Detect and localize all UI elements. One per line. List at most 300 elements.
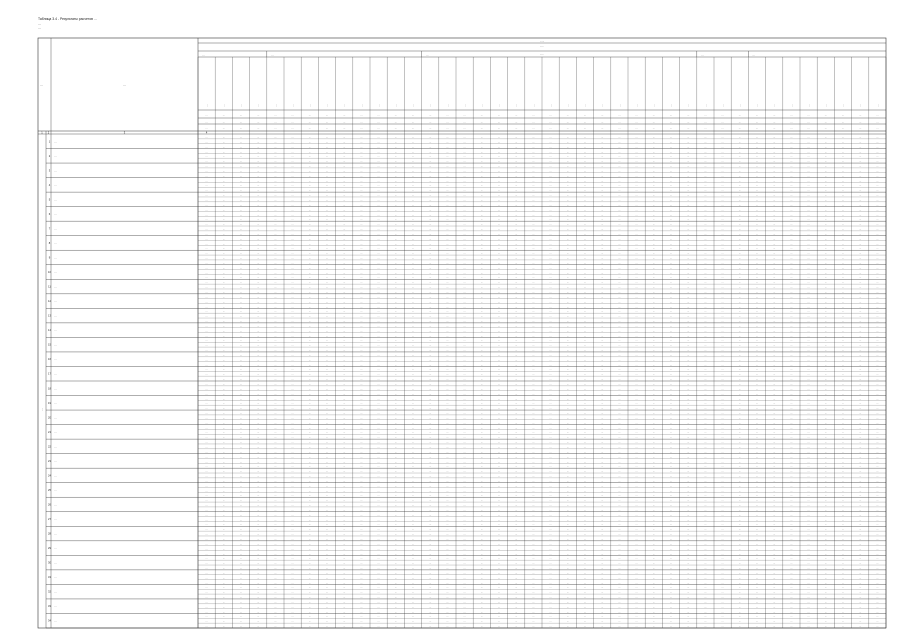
column-value-label: … [463, 127, 466, 130]
column-value-label: … [824, 120, 827, 124]
table-cell: … [652, 233, 655, 236]
table-cell: … [859, 272, 862, 275]
table-cell: … [429, 577, 432, 580]
table-cell: … [360, 209, 363, 212]
table-cell: … [497, 417, 501, 420]
table-cell: … [824, 432, 827, 435]
table-cell: … [790, 190, 793, 193]
table-cell: … [222, 611, 225, 614]
table-cell: … [652, 170, 655, 173]
table-cell: … [566, 141, 569, 144]
table-cell: … [755, 349, 759, 352]
table-cell: … [429, 301, 432, 304]
table-cell: … [291, 315, 294, 318]
table-cell: … [411, 311, 415, 314]
table-cell: … [549, 219, 552, 222]
table-cell: … [446, 160, 449, 163]
table-cell: … [824, 262, 827, 265]
table-cell: … [480, 349, 483, 352]
table-cell: … [790, 495, 793, 498]
table-cell: … [583, 485, 587, 488]
table-cell: … [480, 616, 483, 619]
table-cell: … [790, 320, 793, 323]
table-cell: … [876, 325, 879, 328]
table-cell: … [239, 466, 243, 469]
table-cell: … [239, 330, 243, 333]
table-cell: … [291, 480, 294, 483]
table-cell: … [257, 199, 260, 202]
table-cell: … [360, 625, 363, 628]
table-cell: … [377, 277, 380, 280]
table-cell: … [515, 562, 518, 565]
table-cell: … [738, 441, 741, 444]
table-cell: … [773, 277, 776, 280]
table-cell: … [308, 485, 311, 488]
table-cell: … [755, 253, 759, 256]
table-cell: … [790, 175, 793, 178]
table-cell: … [429, 529, 432, 532]
table-cell: … [755, 282, 759, 285]
table-cell: … [274, 538, 277, 541]
table-cell: … [411, 543, 415, 546]
table-cell: … [566, 238, 569, 241]
table-cell: … [704, 509, 707, 512]
table-cell: … [635, 538, 638, 541]
table-cell: … [773, 466, 776, 469]
table-cell: … [687, 587, 690, 590]
table-cell: … [360, 524, 363, 527]
table-cell: … [257, 601, 260, 604]
table-cell: … [807, 407, 810, 410]
table-cell: … [377, 533, 380, 536]
column-value-label: … [205, 120, 208, 124]
table-cell: … [205, 601, 208, 604]
table-cell: … [738, 625, 741, 628]
table-cell: … [635, 311, 638, 314]
column-group-label: … [425, 52, 429, 57]
table-cell: … [274, 596, 277, 599]
table-cell: … [377, 587, 380, 590]
table-cell: … [841, 257, 845, 260]
table-cell: … [687, 238, 690, 241]
table-cell: … [325, 592, 329, 595]
table-cell: … [291, 160, 294, 163]
table-cell: … [549, 311, 552, 314]
table-cell: … [257, 611, 260, 614]
table-cell: … [360, 233, 363, 236]
table-cell: … [308, 330, 311, 333]
table-cell: … [721, 151, 724, 154]
table-cell: … [824, 374, 827, 377]
table-cell: … [222, 233, 225, 236]
table-cell: … [377, 238, 380, 241]
table-cell: … [721, 616, 724, 619]
table-cell: … [497, 243, 501, 246]
table-cell: … [773, 146, 776, 149]
table-cell: … [635, 286, 638, 289]
table-cell: … [807, 199, 810, 202]
table-cell: … [601, 345, 604, 348]
row-name: … [54, 502, 57, 507]
table-cell: … [601, 475, 604, 478]
table-cell: … [411, 219, 415, 222]
table-cell: … [652, 451, 655, 454]
table-cell: … [360, 214, 363, 217]
table-cell: … [463, 156, 466, 159]
table-cell: … [773, 592, 776, 595]
table-cell: … [446, 320, 449, 323]
table-cell: … [205, 592, 208, 595]
table-cell: … [291, 562, 294, 565]
table-cell: … [446, 243, 449, 246]
table-cell: … [239, 514, 243, 517]
table-cell: … [308, 441, 311, 444]
table-cell: … [446, 432, 449, 435]
table-cell: … [687, 446, 690, 449]
table-cell: … [790, 451, 793, 454]
table-cell: … [205, 543, 208, 546]
table-cell: … [274, 214, 277, 217]
table-cell: … [205, 427, 208, 430]
row-number: 30 [48, 561, 51, 565]
table-cell: … [291, 500, 294, 503]
table-cell: … [652, 519, 655, 522]
table-cell: … [790, 369, 793, 372]
table-cell: … [205, 156, 208, 159]
table-cell: … [205, 257, 208, 260]
table-cell: … [257, 422, 260, 425]
table-cell: … [222, 156, 225, 159]
table-cell: … [790, 553, 793, 556]
table-cell: … [222, 504, 225, 507]
table-cell: … [549, 253, 552, 256]
table-cell: … [239, 562, 243, 565]
table-cell: … [859, 562, 862, 565]
table-cell: … [291, 538, 294, 541]
table-cell: … [566, 451, 569, 454]
table-cell: … [377, 558, 380, 561]
table-cell: … [601, 349, 604, 352]
table-cell: … [411, 291, 415, 294]
table-cell: … [463, 461, 466, 464]
table-cell: … [704, 311, 707, 314]
table-cell: … [377, 577, 380, 580]
table-cell: … [480, 345, 483, 348]
table-cell: … [291, 248, 294, 251]
table-cell: … [429, 601, 432, 604]
table-cell: … [257, 606, 260, 609]
table-cell: … [669, 407, 673, 410]
table-cell: … [394, 601, 397, 604]
table-cell: … [394, 136, 397, 139]
table-cell: … [566, 136, 569, 139]
table-cell: … [841, 533, 845, 536]
table-cell: … [738, 204, 741, 207]
table-cell: … [807, 587, 810, 590]
table-cell: … [807, 558, 810, 561]
table-cell: … [222, 180, 225, 183]
table-cell: … [687, 543, 690, 546]
table-cell: … [274, 253, 277, 256]
table-cell: … [841, 136, 845, 139]
table-cell: … [480, 558, 483, 561]
table-cell: … [687, 553, 690, 556]
table-cell: … [497, 504, 501, 507]
table-cell: … [583, 223, 587, 226]
column-header-label: … [634, 104, 639, 107]
table-cell: … [446, 354, 449, 357]
table-cell: … [841, 567, 845, 570]
table-cell: … [205, 320, 208, 323]
table-cell: … [704, 437, 707, 440]
table-cell: … [205, 587, 208, 590]
table-cell: … [773, 446, 776, 449]
table-cell: … [652, 340, 655, 343]
table-cell: … [274, 238, 277, 241]
table-cell: … [704, 432, 707, 435]
table-cell: … [566, 538, 569, 541]
table-cell: … [532, 412, 535, 415]
table-cell: … [704, 461, 707, 464]
table-cell: … [790, 267, 793, 270]
table-cell: … [308, 233, 311, 236]
table-cell: … [532, 616, 535, 619]
table-cell: … [497, 432, 501, 435]
table-cell: … [824, 219, 827, 222]
table-cell: … [549, 446, 552, 449]
table-cell: … [721, 190, 724, 193]
table-cell: … [876, 553, 879, 556]
table-cell: … [738, 233, 741, 236]
table-cell: … [532, 315, 535, 318]
table-cell: … [394, 151, 397, 154]
table-cell: … [738, 388, 741, 391]
table-cell: … [583, 243, 587, 246]
table-cell: … [876, 470, 879, 473]
table-cell: … [566, 529, 569, 532]
table-cell: … [566, 533, 569, 536]
table-cell: … [411, 432, 415, 435]
column-code-label: … [463, 114, 466, 117]
table-cell: … [876, 180, 879, 183]
table-cell: … [601, 364, 604, 367]
table-cell: … [411, 470, 415, 473]
table-cell: … [773, 156, 776, 159]
table-cell: … [480, 170, 483, 173]
table-cell: … [308, 320, 311, 323]
table-cell: … [532, 272, 535, 275]
table-cell: … [618, 412, 621, 415]
table-cell: … [360, 272, 363, 275]
table-cell: … [497, 204, 501, 207]
table-cell: … [566, 243, 569, 246]
table-cell: … [807, 514, 810, 517]
table-cell: … [687, 190, 690, 193]
row-number: 7 [48, 227, 51, 231]
table-cell: … [205, 146, 208, 149]
table-cell: … [480, 151, 483, 154]
table-cell: … [566, 160, 569, 163]
table-cell: … [222, 325, 225, 328]
table-cell: … [394, 596, 397, 599]
table-cell: … [205, 204, 208, 207]
column-value-label: … [257, 120, 260, 124]
table-cell: … [669, 567, 673, 570]
table-cell: … [532, 470, 535, 473]
table-cell: … [841, 543, 845, 546]
table-cell: … [824, 354, 827, 357]
table-cell: … [446, 335, 449, 338]
table-cell: … [721, 398, 724, 401]
table-cell: … [394, 582, 397, 585]
table-cell: … [532, 320, 535, 323]
table-cell: … [601, 214, 604, 217]
table-cell: … [360, 437, 363, 440]
table-cell: … [635, 330, 638, 333]
table-cell: … [463, 383, 466, 386]
table-cell: … [308, 296, 311, 299]
table-cell: … [411, 282, 415, 285]
table-cell: … [773, 190, 776, 193]
table-cell: … [394, 165, 397, 168]
column-value-label: … [515, 127, 518, 130]
table-cell: … [497, 233, 501, 236]
table-cell: … [222, 393, 225, 396]
table-cell: … [704, 403, 707, 406]
table-cell: … [205, 596, 208, 599]
table-cell: … [687, 533, 690, 536]
table-cell: … [876, 592, 879, 595]
table-cell: … [738, 480, 741, 483]
table-cell: … [773, 388, 776, 391]
table-cell: … [859, 466, 862, 469]
table-cell: … [652, 616, 655, 619]
table-cell: … [446, 500, 449, 503]
table-cell: … [635, 243, 638, 246]
table-cell: … [618, 504, 621, 507]
column-header-label: … [548, 104, 553, 107]
table-cell: … [841, 378, 845, 381]
table-cell: … [205, 359, 208, 362]
table-cell: … [618, 456, 621, 459]
table-cell: … [755, 466, 759, 469]
table-cell: … [566, 374, 569, 377]
table-cell: … [360, 451, 363, 454]
table-cell: … [859, 500, 862, 503]
table-cell: … [566, 257, 569, 260]
table-cell: … [566, 461, 569, 464]
table-cell: … [704, 219, 707, 222]
table-cell: … [618, 606, 621, 609]
table-cell: … [239, 151, 243, 154]
table-cell: … [841, 441, 845, 444]
table-cell: … [205, 533, 208, 536]
table-cell: … [755, 562, 759, 565]
table-cell: … [549, 364, 552, 367]
table-cell: … [841, 519, 845, 522]
table-cell: … [480, 219, 483, 222]
table-frame [38, 38, 886, 628]
table-cell: … [205, 582, 208, 585]
table-cell: … [704, 514, 707, 517]
table-cell: … [807, 475, 810, 478]
table-cell: … [773, 485, 776, 488]
table-cell: … [876, 243, 879, 246]
table-cell: … [394, 262, 397, 265]
table-cell: … [704, 223, 707, 226]
table-cell: … [257, 495, 260, 498]
table-cell: … [876, 504, 879, 507]
column-value-label: … [411, 127, 415, 130]
table-cell: … [583, 364, 587, 367]
table-cell: … [274, 577, 277, 580]
table-cell: … [257, 403, 260, 406]
table-cell: … [635, 606, 638, 609]
column-group-label: … [202, 52, 205, 57]
table-cell: … [308, 151, 311, 154]
table-cell: … [841, 272, 845, 275]
table-cell: … [755, 286, 759, 289]
table-cell: … [325, 156, 329, 159]
table-cell: … [635, 262, 638, 265]
table-cell: … [411, 223, 415, 226]
table-cell: … [394, 378, 397, 381]
table-cell: … [411, 572, 415, 575]
table-cell: … [274, 398, 277, 401]
table-cell: … [635, 587, 638, 590]
table-cell: … [291, 441, 294, 444]
table-cell: … [773, 596, 776, 599]
table-cell: … [308, 141, 311, 144]
column-value-label: … [669, 120, 673, 124]
table-cell: … [669, 219, 673, 222]
table-cell: … [377, 165, 380, 168]
table-cell: … [566, 417, 569, 420]
column-header-label: … [393, 104, 398, 107]
table-cell: … [257, 282, 260, 285]
table-cell: … [394, 504, 397, 507]
table-cell: … [652, 330, 655, 333]
table-cell: … [239, 500, 243, 503]
table-cell: … [824, 243, 827, 246]
table-cell: … [205, 412, 208, 415]
table-cell: … [669, 446, 673, 449]
table-cell: … [222, 320, 225, 323]
table-cell: … [308, 364, 311, 367]
table-cell: … [704, 393, 707, 396]
table-cell: … [669, 393, 673, 396]
table-cell: … [738, 146, 741, 149]
table-cell: … [824, 349, 827, 352]
table-cell: … [308, 625, 311, 628]
table-cell: … [291, 616, 294, 619]
table-cell: … [411, 257, 415, 260]
table-cell: … [429, 548, 432, 551]
table-cell: … [205, 243, 208, 246]
table-cell: … [859, 374, 862, 377]
table-cell: … [239, 504, 243, 507]
table-cell: … [773, 490, 776, 493]
table-cell: … [549, 456, 552, 459]
table-cell: … [325, 553, 329, 556]
table-cell: … [532, 611, 535, 614]
table-cell: … [859, 282, 862, 285]
table-cell: … [841, 403, 845, 406]
table-cell: … [274, 180, 277, 183]
table-cell: … [755, 504, 759, 507]
table-cell: … [687, 243, 690, 246]
table-cell: … [429, 296, 432, 299]
